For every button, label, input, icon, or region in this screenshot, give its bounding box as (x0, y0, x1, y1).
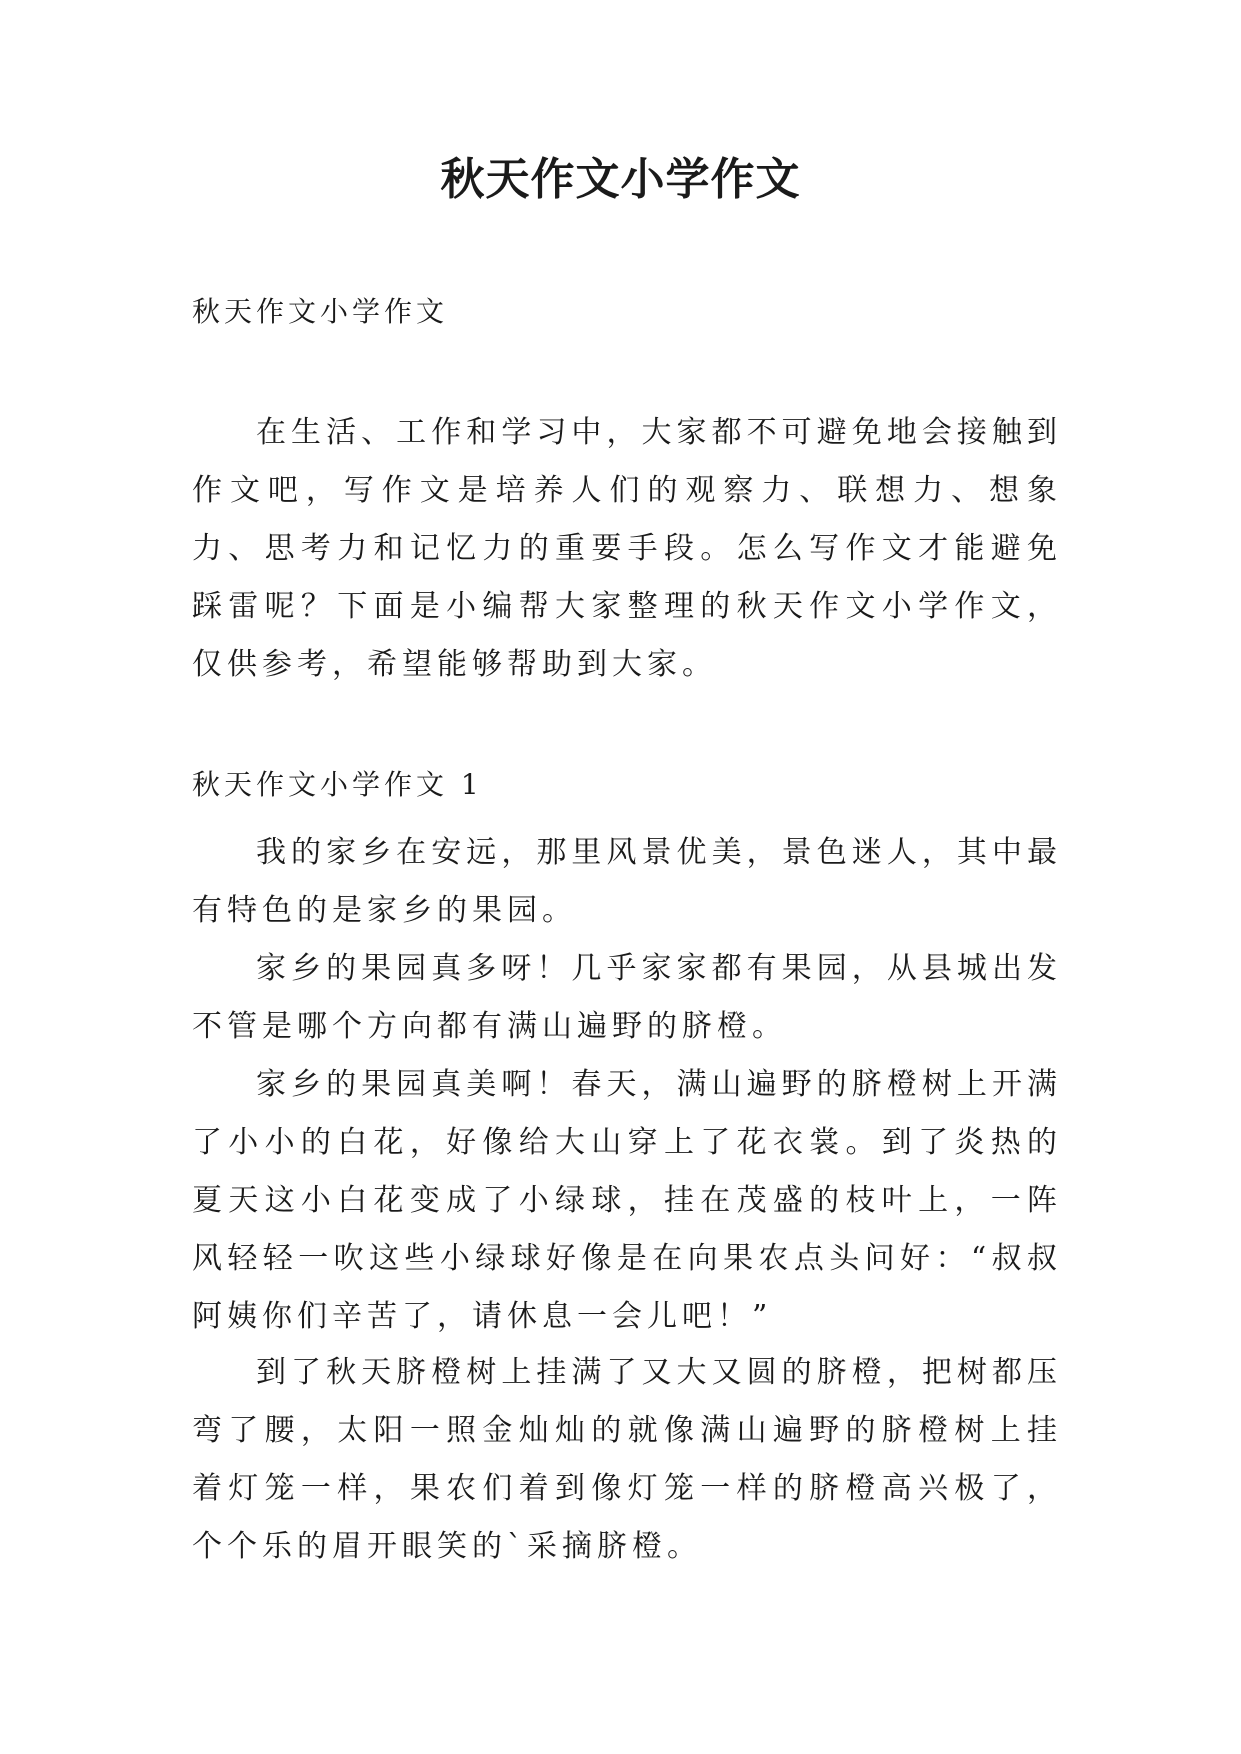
section-heading: 秋天作文小学作文 1 (192, 768, 483, 801)
body-paragraph: 家乡的果园真多呀！几乎家家都有果园，从县城出发不管是哪个方向都有满山遍野的脐橙。 (192, 951, 1062, 1044)
body-paragraph: 到了秋天脐橙树上挂满了又大又圆的脐橙，把树都压弯了腰，太阳一照金灿灿的就像满山遍野的脐橙树上挂着灯笼一样，果农们着到像灯笼一样的脐橙高兴极了，个个乐的眉开眼笑的`采摘脐橙。 (192, 1355, 1062, 1564)
document-title: 秋天作文小学作文 (440, 154, 801, 205)
body-paragraph: 家乡的果园真美啊！春天，满山遍野的脐橙树上开满了小小的白花，好像给大山穿上了花衣裳。到了炎热的夏天这小白花变成了小绿球，挂在茂盛的枝叶上，一阵风轻轻一吹这些小绿球好像是在向果农点头问好：“叔叔阿姨你们辛苦了，请休息一会儿吧！” (192, 1067, 1062, 1334)
intro-paragraph: 在生活、工作和学习中，大家都不可避免地会接触到作文吧，写作文是培养人们的观察力、联想力、想象力、思考力和记忆力的重要手段。怎么写作文才能避免踩雷呢？下面是小编帮大家整理的秋天作文小学作文，仅供参考，希望能够帮助到大家。 (192, 415, 1062, 682)
body-paragraph: 我的家乡在安远，那里风景优美，景色迷人，其中最有特色的是家乡的果园。 (192, 835, 1062, 928)
document-subtitle: 秋天作文小学作文 (192, 295, 449, 328)
